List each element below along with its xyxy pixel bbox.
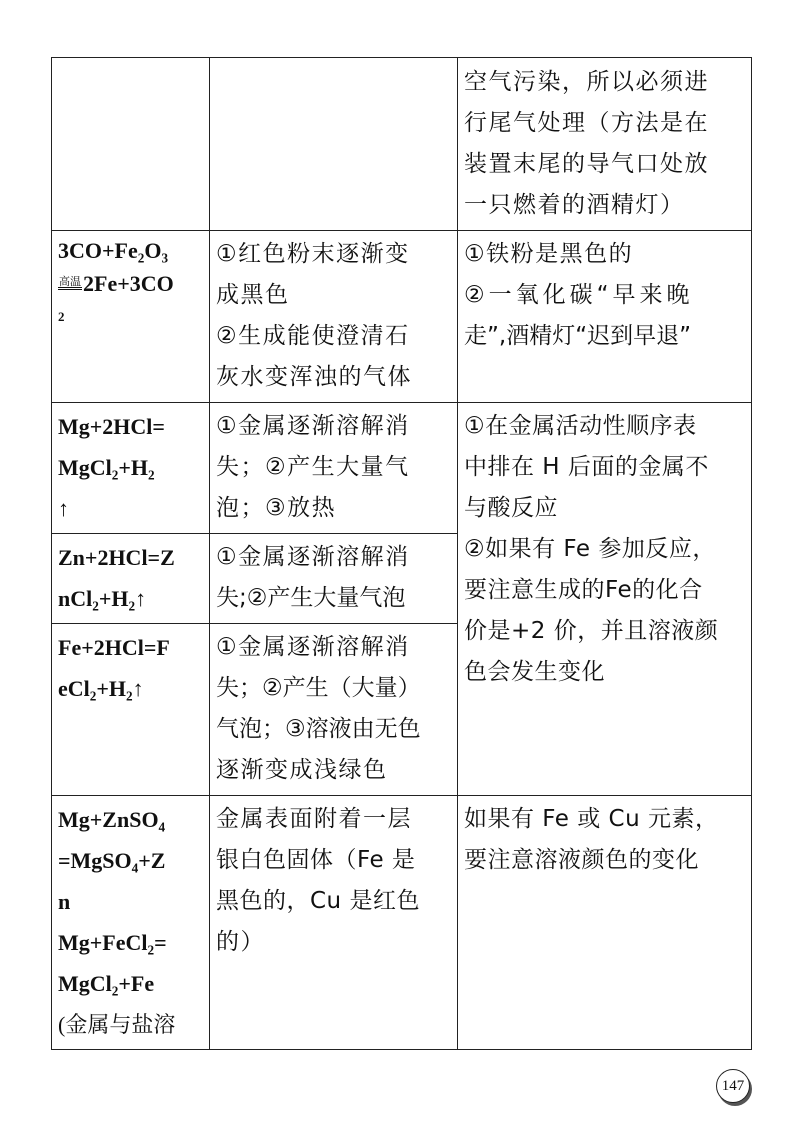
reaction-condition: 高温 xyxy=(59,275,81,288)
table-row xyxy=(52,231,752,403)
phenomenon-line: ①金属逐渐溶解消 xyxy=(216,413,410,439)
notes-cell xyxy=(458,403,752,796)
note-line: ①铁粉是黑色的 xyxy=(464,241,634,267)
phenomenon-line: 银白色固体（Fe 是 xyxy=(216,847,416,873)
equation-line: Mg+2HCl= xyxy=(58,414,165,439)
phenomenon-line: 成黑色 xyxy=(216,282,290,308)
note-line: 要注意溶液颜色的变化 xyxy=(464,847,699,873)
note-line: 走”,酒精灯“迟到早退” xyxy=(464,323,692,349)
note-line: 装置末尾的导气口处放 xyxy=(464,151,709,177)
phenomenon-line: 金属表面附着一层 xyxy=(216,806,412,832)
equation-cell xyxy=(52,403,210,534)
note-line: 色会发生变化 xyxy=(464,659,605,685)
equation-line: Mg+FeCl₂= xyxy=(58,930,167,955)
phenomenon-line: ①红色粉末逐渐变 xyxy=(216,241,410,267)
phenomenon-line: 泡；③放热 xyxy=(216,495,337,521)
phenomenon-line: 逐渐变成浅绿色 xyxy=(216,757,388,783)
phenomenon-line: 黑色的，Cu 是红色 xyxy=(216,888,420,914)
equation-cell xyxy=(52,534,210,624)
equation-line: n xyxy=(58,889,71,914)
note-line: ①在金属活动性顺序表 xyxy=(464,413,697,439)
phenomenon-line: 的） xyxy=(216,929,265,955)
equation-line: 2 xyxy=(58,309,65,324)
note-line: 价是+2 价，并且溶液颜 xyxy=(464,618,719,644)
notes-cell xyxy=(458,58,752,231)
chemistry-reactions-table xyxy=(51,57,752,1050)
phenomena-cell xyxy=(210,796,458,1050)
note-line: 中排在 H 后面的金属不 xyxy=(464,454,709,480)
equation-line: Fe+2HCl=F xyxy=(58,635,170,660)
phenomena-cell xyxy=(210,231,458,403)
equation-line: MgCl₂+H₂ xyxy=(58,455,155,480)
phenomena-cell xyxy=(210,58,458,231)
note-line: 如果有 Fe 或 Cu 元素， xyxy=(464,806,719,832)
phenomenon-line: ①金属逐渐溶解消 xyxy=(216,634,410,660)
note-line: 空气污染，所以必须进 xyxy=(464,69,709,95)
equation-line: MgCl₂+Fe xyxy=(58,971,155,996)
phenomenon-line: ①金属逐渐溶解消 xyxy=(216,544,410,570)
phenomenon-line: ②生成能使澄清石 xyxy=(216,323,410,349)
note-line: ②如果有 Fe 参加反应， xyxy=(464,536,716,562)
notes-cell xyxy=(458,231,752,403)
equation-cell xyxy=(52,624,210,796)
equation-line: =MgSO₄+Z xyxy=(58,848,166,873)
phenomena-cell xyxy=(210,624,458,796)
phenomenon-line: 灰水变浑浊的气体 xyxy=(216,364,412,390)
table-row xyxy=(52,796,752,1050)
phenomenon-line: 失；②产生（大量） xyxy=(216,675,421,701)
equation-cell xyxy=(52,58,210,231)
equation-line: eCl₂+H₂↑ xyxy=(58,676,144,701)
notes-cell xyxy=(458,796,752,1050)
note-line: 行尾气处理（方法是在 xyxy=(464,110,709,136)
phenomenon-line: 失；②产生大量气 xyxy=(216,454,410,480)
phenomena-cell xyxy=(210,534,458,624)
equation-line: nCl₂+H₂↑ xyxy=(58,586,147,611)
equation-cell xyxy=(52,796,210,1050)
equation-line: Zn+2HCl=Z xyxy=(58,545,175,570)
table-row xyxy=(52,403,752,534)
equation-line: (金属与盐溶 xyxy=(58,1012,176,1037)
phenomena-cell xyxy=(210,403,458,534)
phenomenon-line: 失;②产生大量气泡 xyxy=(216,585,406,611)
note-line: 要注意生成的Fe的化合 xyxy=(464,577,703,603)
note-line: ②一氧化碳“早来晚 xyxy=(464,282,694,308)
equation-line: 高温2Fe+3CO xyxy=(59,271,174,296)
equation-cell xyxy=(52,231,210,403)
phenomenon-line: 气泡；③溶液由无色 xyxy=(216,716,421,742)
note-line: 与酸反应 xyxy=(464,495,558,521)
table-row xyxy=(52,58,752,231)
equation-line: Mg+ZnSO₄ xyxy=(58,807,166,832)
page-number: 147 xyxy=(716,1069,750,1103)
equation-line: ↑ xyxy=(58,496,69,521)
note-line: 一只燃着的酒精灯） xyxy=(464,192,685,218)
equation-line: 3CO+Fe₂O₃ xyxy=(58,238,169,263)
